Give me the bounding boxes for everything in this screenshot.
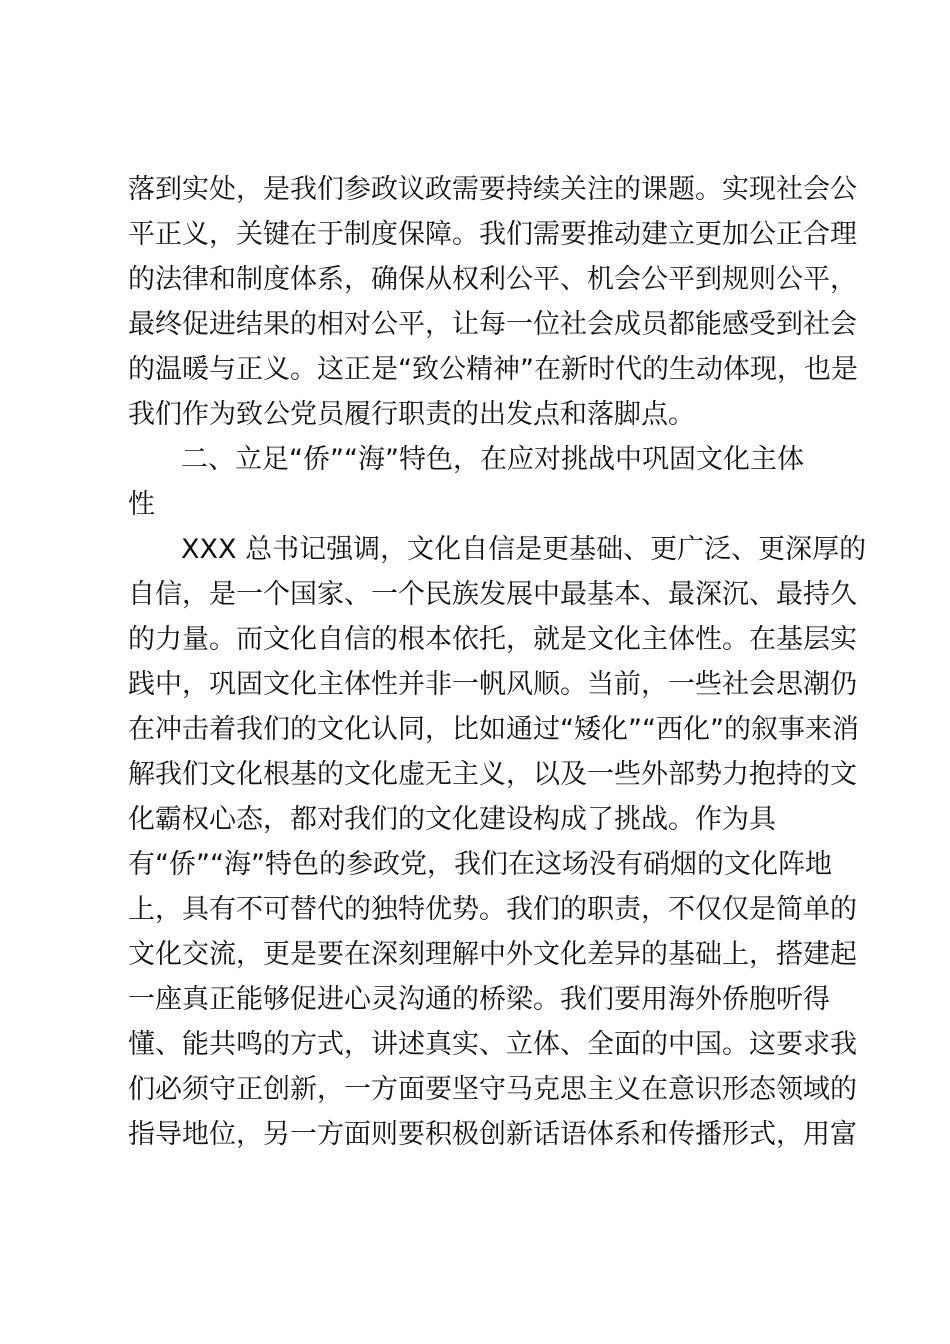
paragraph-line-12: 解我们文化根基的文化虚无主义，以及一些外部势力抱持的文 bbox=[128, 759, 857, 790]
paragraph-line-11: 在冲击着我们的文化认同，比如通过“矮化”“西化”的叙事来消 bbox=[128, 714, 859, 745]
paragraph-line-14: 有“侨”“海”特色的参政党，我们在这场没有硝烟的文化阵地 bbox=[128, 849, 832, 880]
paragraph-line-3: 的法律和制度体系，确保从权利公平、机会公平到规则公平， bbox=[128, 264, 857, 295]
paragraph-line-17: 一座真正能够促进心灵沟通的桥梁。我们要用海外侨胞听得 bbox=[128, 984, 830, 1015]
paragraph-line-18: 懂、能共鸣的方式，讲述真实、立体、全面的中国。这要求我 bbox=[128, 1029, 857, 1060]
section-heading-line-2: 性 bbox=[128, 489, 155, 520]
paragraph-line-7: XXX 总书记强调，文化自信是更基础、更广泛、更深厚的 bbox=[181, 534, 867, 565]
paragraph-line-8: 自信，是一个国家、一个民族发展中最基本、最深沉、最持久 bbox=[128, 579, 857, 610]
paragraph-line-20: 指导地位，另一方面则要积极创新话语体系和传播形式，用富 bbox=[128, 1119, 857, 1150]
paragraph-line-2: 平正义，关键在于制度保障。我们需要推动建立更加公正合理 bbox=[128, 219, 857, 250]
paragraph-line-4: 最终促进结果的相对公平，让每一位社会成员都能感受到社会 bbox=[128, 309, 857, 340]
paragraph-line-1: 落到实处，是我们参政议政需要持续关注的课题。实现社会公 bbox=[128, 174, 857, 205]
paragraph-line-13: 化霸权心态，都对我们的文化建设构成了挑战。作为具 bbox=[128, 804, 776, 835]
paragraph-line-19: 们必须守正创新，一方面要坚守马克思主义在意识形态领域的 bbox=[128, 1074, 857, 1105]
paragraph-line-16: 文化交流，更是要在深刻理解中外文化差异的基础上，搭建起 bbox=[128, 939, 857, 970]
paragraph-line-5: 的温暖与正义。这正是“致公精神”在新时代的生动体现，也是 bbox=[128, 354, 858, 385]
paragraph-line-6: 我们作为致公党员履行职责的出发点和落脚点。 bbox=[128, 399, 695, 430]
paragraph-line-9: 的力量。而文化自信的根本依托，就是文化主体性。在基层实 bbox=[128, 624, 857, 655]
paragraph-line-15: 上，具有不可替代的独特优势。我们的职责，不仅仅是简单的 bbox=[128, 894, 857, 925]
paragraph-line-10: 践中，巩固文化主体性并非一帆风顺。当前，一些社会思潮仍 bbox=[128, 669, 857, 700]
section-heading-line-1: 二、立足“侨”“海”特色，在应对挑战中巩固文化主体 bbox=[181, 444, 804, 475]
